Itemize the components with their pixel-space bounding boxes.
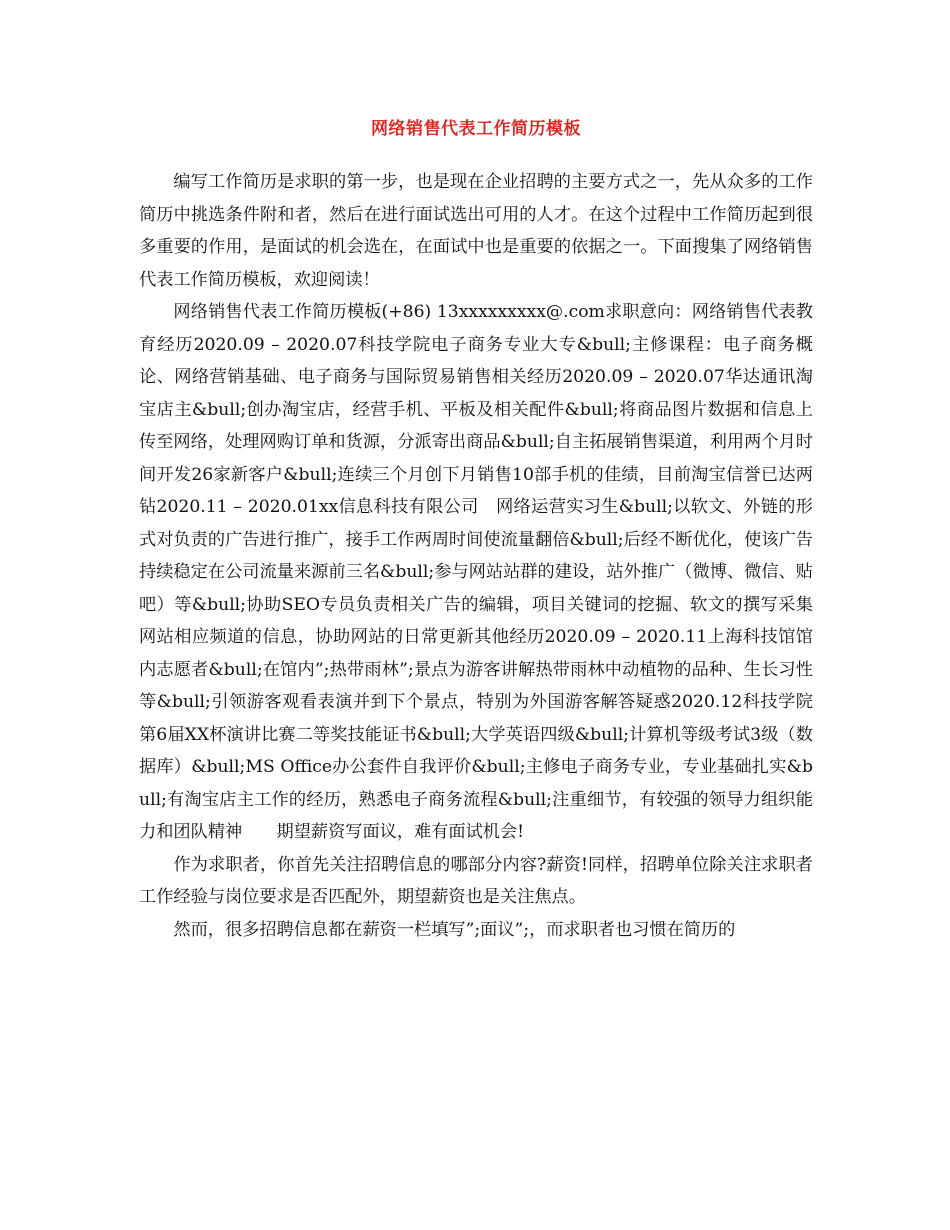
document-page: [139, 118, 813, 946]
salary-negotiable-paragraph: 然而，很多招聘信息都在薪资一栏填写”;面议”;，而求职者也习惯在简历的: [173, 919, 736, 940]
intro-paragraph: 编写工作简历是求职的第一步，也是现在企业招聘的主要方式之一，先从众多的工作简历中挑选条件附和者，然后在进行面试选出可用的人才。在这个过程中工作简历起到很多重要的作用，是面试的机会选在，在面试中也是重要的依据之一。下面搜集了网络销售代表工作简历模板，欢迎阅读！: [139, 172, 813, 290]
document-title: 网络销售代表工作简历模板: [371, 119, 581, 139]
resume-template-paragraph: 网络销售代表工作简历模板(+86) 13xxxxxxxxx@.com求职意向：网络销售代表教育经历2020.09 – 2020.07科技学院电子商务专业大专&bull;主修课程：电子商务概论、网络营销基础、电子商务与国际贸易销售相关经历2020.09 – 2020.07华达通讯淘宝店主&bull;创办淘宝店，经营手机、平板及相关配件&bull;将商品图片数据和信息上传至网络，处理网购订单和货源，分派寄出商品&bull;自主拓展销售渠道，利用两个月时间开发26家新客户&bull;连续三个月创下月销售10部手机的佳绩，目前淘宝信誉已达两钻2020.11 – 2020.01xx信息科技有限公司 网络运营实习生&bull;以软文、外链的形式对负责的广告进行推广，接手工作两周时间使流量翻倍&bull;后经不断优化，使该广告持续稳定在公司流量来源前三名&bull;参与网站站群的建设，站外推广（微博、微信、贴吧）等&bull;协助SEO专员负责相关广告的编辑，项目关键词的挖掘、软文的撰写采集网站相应频道的信息，协助网站的日常更新其他经历2020.09 – 2020.11上海科技馆馆内志愿者&bull;在馆内”;热带雨林”;景点为游客讲解热带雨林中动植物的品种、生长习性等&bull;引领游客观看表演并到下个景点，特别为外国游客解答疑惑2020.12科技学院第6届XX杯演讲比赛二等奖技能证书&bull;大学英语四级&bull;计算机等级考试3级（数据库）&bull;MS Office办公套件自我评价&bull;主修电子商务专业，专业基础扎实&bull;有淘宝店主工作的经历，熟悉电子商务流程&bull;注重细节，有较强的领导力组织能力和团队精神 期望薪资写面议，难有面试机会!: [139, 302, 813, 842]
salary-focus-paragraph: 作为求职者，你首先关注招聘信息的哪部分内容?薪资!同样，招聘单位除关注求职者工作经验与岗位要求是否匹配外，期望薪资也是关注焦点。: [139, 854, 813, 907]
